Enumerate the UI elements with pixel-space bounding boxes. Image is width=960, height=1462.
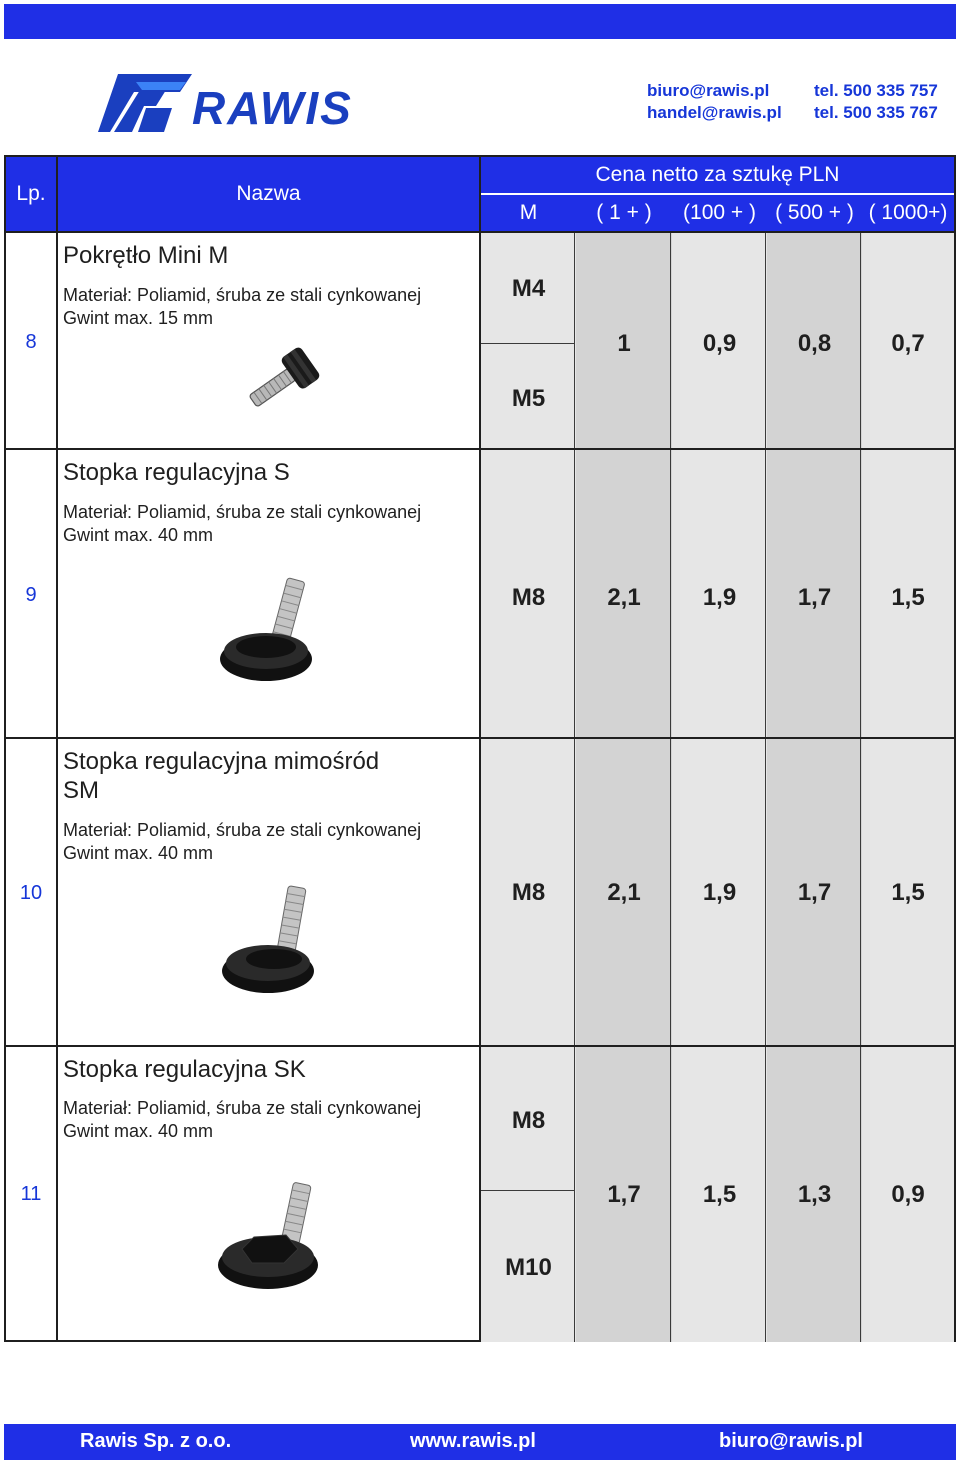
row-8-thread: Gwint max. 15 mm [63, 308, 214, 328]
divider [6, 231, 954, 233]
header-q1000: ( 1000+) [862, 195, 954, 231]
row-10-thread: Gwint max. 40 mm [63, 843, 214, 863]
col-q100-bg [672, 231, 767, 1342]
divider [56, 157, 58, 1342]
row-11-name: Stopka regulacyjna SK [63, 1056, 306, 1083]
row-11-price-100: 1,5 [702, 1181, 737, 1208]
divider [479, 157, 481, 1342]
row-9-price-100: 1,9 [702, 584, 737, 611]
row-10-price-100: 1,9 [702, 879, 737, 906]
header-q100: (100 + ) [672, 195, 767, 231]
header-lp: Lp. [6, 157, 56, 231]
row-11-price-1000: 0,9 [891, 1181, 925, 1208]
divider [6, 448, 954, 450]
rawis-logo [96, 72, 396, 136]
row-10-name-line2: SM [63, 777, 99, 804]
row-11-thread: Gwint max. 40 mm [63, 1121, 214, 1141]
col-q500-bg [767, 231, 862, 1342]
logo-text: RAWIS [192, 82, 353, 134]
row-11-material: Materiał: Poliamid, śruba ze stali cynkowanej [63, 1098, 422, 1118]
top-bar [4, 4, 956, 39]
footer-bar [4, 1424, 956, 1460]
row-9-m: M8 [511, 584, 546, 611]
leveling-foot-hex-icon [214, 1179, 332, 1302]
contact-emails [647, 80, 782, 124]
divider [481, 1190, 574, 1191]
col-q1-bg [576, 231, 672, 1342]
footer-website[interactable]: www.rawis.pl [410, 1430, 536, 1452]
header-price-group: Cena netto za sztukę PLN [481, 157, 954, 193]
row-10-price-500: 1,7 [797, 879, 832, 906]
row-8-m-bottom: M5 [511, 385, 546, 412]
divider [6, 737, 954, 739]
email-handel[interactable]: handel@rawis.pl [647, 103, 782, 122]
divider [860, 231, 861, 1342]
row-8-name: Pokrętło Mini M [63, 242, 229, 269]
divider [765, 231, 766, 1342]
leveling-foot-icon [218, 575, 328, 698]
row-9-material: Materiał: Poliamid, śruba ze stali cynkowanej [63, 502, 422, 522]
row-10-price-1000: 1,5 [891, 879, 925, 906]
footer-email[interactable]: biuro@rawis.pl [719, 1430, 863, 1452]
row-11-price-1: 1,7 [607, 1181, 641, 1208]
row-8-price-500: 0,8 [797, 330, 832, 357]
row-8-price-1: 1 [617, 330, 631, 357]
row-10-price-1: 2,1 [607, 879, 641, 906]
divider [670, 231, 671, 1342]
row-9-price-1000: 1,5 [891, 584, 925, 611]
row-11-m-bottom: M10 [505, 1254, 552, 1281]
header-m: M [481, 195, 576, 231]
contact-phones [814, 80, 938, 124]
divider [481, 343, 574, 344]
row-11-m-top: M8 [511, 1107, 546, 1134]
row-10-material: Materiał: Poliamid, śruba ze stali cynkowanej [63, 820, 422, 840]
footer-company: Rawis Sp. z o.o. [80, 1430, 232, 1452]
phone-1[interactable]: tel. 500 335 757 [814, 81, 938, 100]
row-9-thread: Gwint max. 40 mm [63, 525, 214, 545]
email-biuro[interactable]: biuro@rawis.pl [647, 81, 770, 100]
row-8-lp: 8 [25, 331, 37, 353]
row-10-name-line1: Stopka regulacyjna mimośród [63, 748, 380, 775]
divider [6, 1045, 954, 1047]
row-9-lp: 9 [25, 584, 37, 606]
col-q1000-bg [862, 231, 954, 1342]
row-8-m-top: M4 [511, 275, 546, 302]
row-10-lp: 10 [19, 882, 43, 904]
leveling-foot-eccentric-icon [218, 883, 328, 1008]
header-q500: ( 500 + ) [767, 195, 862, 231]
row-9-price-500: 1,7 [797, 584, 832, 611]
header-name: Nazwa [58, 157, 479, 231]
row-8-material: Materiał: Poliamid, śruba ze stali cynkowanej [63, 285, 422, 305]
row-9-price-1: 2,1 [607, 584, 641, 611]
row-11-lp: 11 [20, 1183, 42, 1205]
row-8-price-100: 0,9 [702, 330, 737, 357]
row-10-m: M8 [511, 879, 546, 906]
price-table [4, 155, 956, 1342]
row-11-price-500: 1,3 [797, 1181, 832, 1208]
header-q1: ( 1 + ) [576, 195, 672, 231]
phone-2[interactable]: tel. 500 335 767 [814, 103, 938, 122]
row-9-name: Stopka regulacyjna S [63, 459, 290, 486]
knob-mini-icon [231, 337, 341, 422]
row-8-price-1000: 0,7 [891, 330, 925, 357]
